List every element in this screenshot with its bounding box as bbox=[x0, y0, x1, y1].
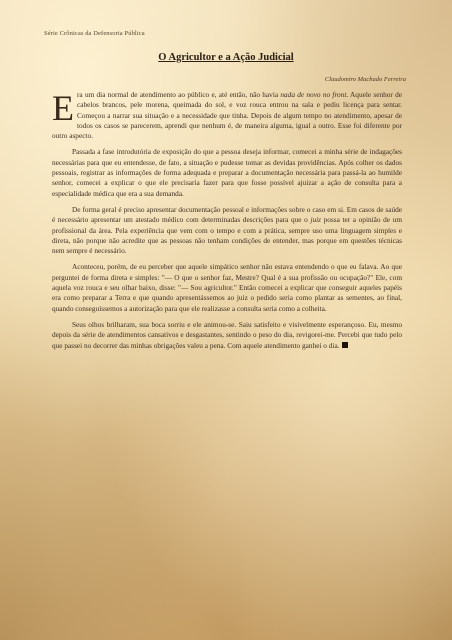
article-author: Claudomiro Machado Ferreira bbox=[324, 76, 406, 83]
series-header: Série Crônicas da Defensoria Pública bbox=[44, 30, 145, 37]
paragraph-1-text-a: ra um dia normal de atendimento ao público e, até então, não havia bbox=[77, 90, 281, 99]
article-title: O Agricultor e a Ação Judicial bbox=[158, 52, 294, 63]
paragraph-4: Aconteceu, porém, de eu perceber que aquele simpático senhor não estava entendendo o que eu falava. Ao que perguntei de forma direta e simples: "— O que o senhor faz, Mestre? Qual é a sua profissão ou ocupação?" Ele, com aquela voz rouca e seu olhar baixo, disse: "— Sou agricultor." Então comecei a explicar que conseguir aqueles papéis era como preparar a Terra e que quando apresentássemos ao juiz o pedido seria como plantar as sementes, ao final, quando conseguíssemos a autorização para que ele realizasse a consulta seria como a colheita. bbox=[52, 262, 402, 313]
drop-cap: E bbox=[52, 88, 74, 128]
paragraph-1 bbox=[52, 90, 402, 141]
paragraph-3 bbox=[52, 205, 402, 256]
paragraph-3-emphasis: juiz bbox=[310, 215, 321, 225]
article-body bbox=[52, 90, 402, 357]
paragraph-3-text-a: De forma geral é preciso apresentar documentação pessoal e informações sobre o caso em si. Em casos de saúde é necessário apresentar um atestado médico com determinadas descrições para que o bbox=[52, 204, 402, 225]
paragraph-1-emphasis: nada de novo no front bbox=[280, 90, 347, 99]
paragraph-2: Passada a fase introdutória de exposição do que a pessoa deseja informar, comecei a minha série de indagações necessárias para que eu entendesse, de fato, a situação e pudesse tomar as devidas providências. Após colher os dados pessoais, registrar as informações de forma adequada e preparar a documentação necessária para passá-la ao humilde senhor, comecei a explicar o que ele precisaria fazer para que fosse possível ajuizar a ação de consulta para a especialidade médica que era a sua demanda. bbox=[52, 147, 402, 198]
paragraph-5-text: Seus olhos brilharam, sua boca sorriu e ele animou-se. Saiu satisfeito e visivelmente esperançoso. Eu, mesmo depois da série de atendimentos cansativos e desgastantes, sentindo o peso do dia, revigorei-me. Percebi que tudo pelo que passei no decorrer das minhas obrigações valeu a pena. Com aquele atendimento ganhei o dia. bbox=[52, 319, 402, 350]
paragraph-1-text-b: . Aquele senhor de cabelos brancos, pele morena, queimada do sol, e voz rouca entrou na sala e pediu licença para sentar. Começou a narrar sua situação e a necessidade que tinha. Depois de algum tempo no atendimento, apesar de todos os casos se parecerem, aprendi que nenhum é, de maneira alguma, igual a outro. Esse foi diferente por outro aspecto. bbox=[52, 90, 402, 141]
paragraph-3-text-b: possa ter a opinião de um profissional da área. Pela experiência que vem com o tempo e com a prática, sempre uso uma linguagem simples e direta, não porque não acredite que as pessoas não tenham condições de entender, mas porque em questões técnicas nem sempre é necessário. bbox=[52, 215, 402, 256]
end-mark-icon bbox=[342, 342, 348, 348]
paragraph-5 bbox=[52, 320, 402, 351]
